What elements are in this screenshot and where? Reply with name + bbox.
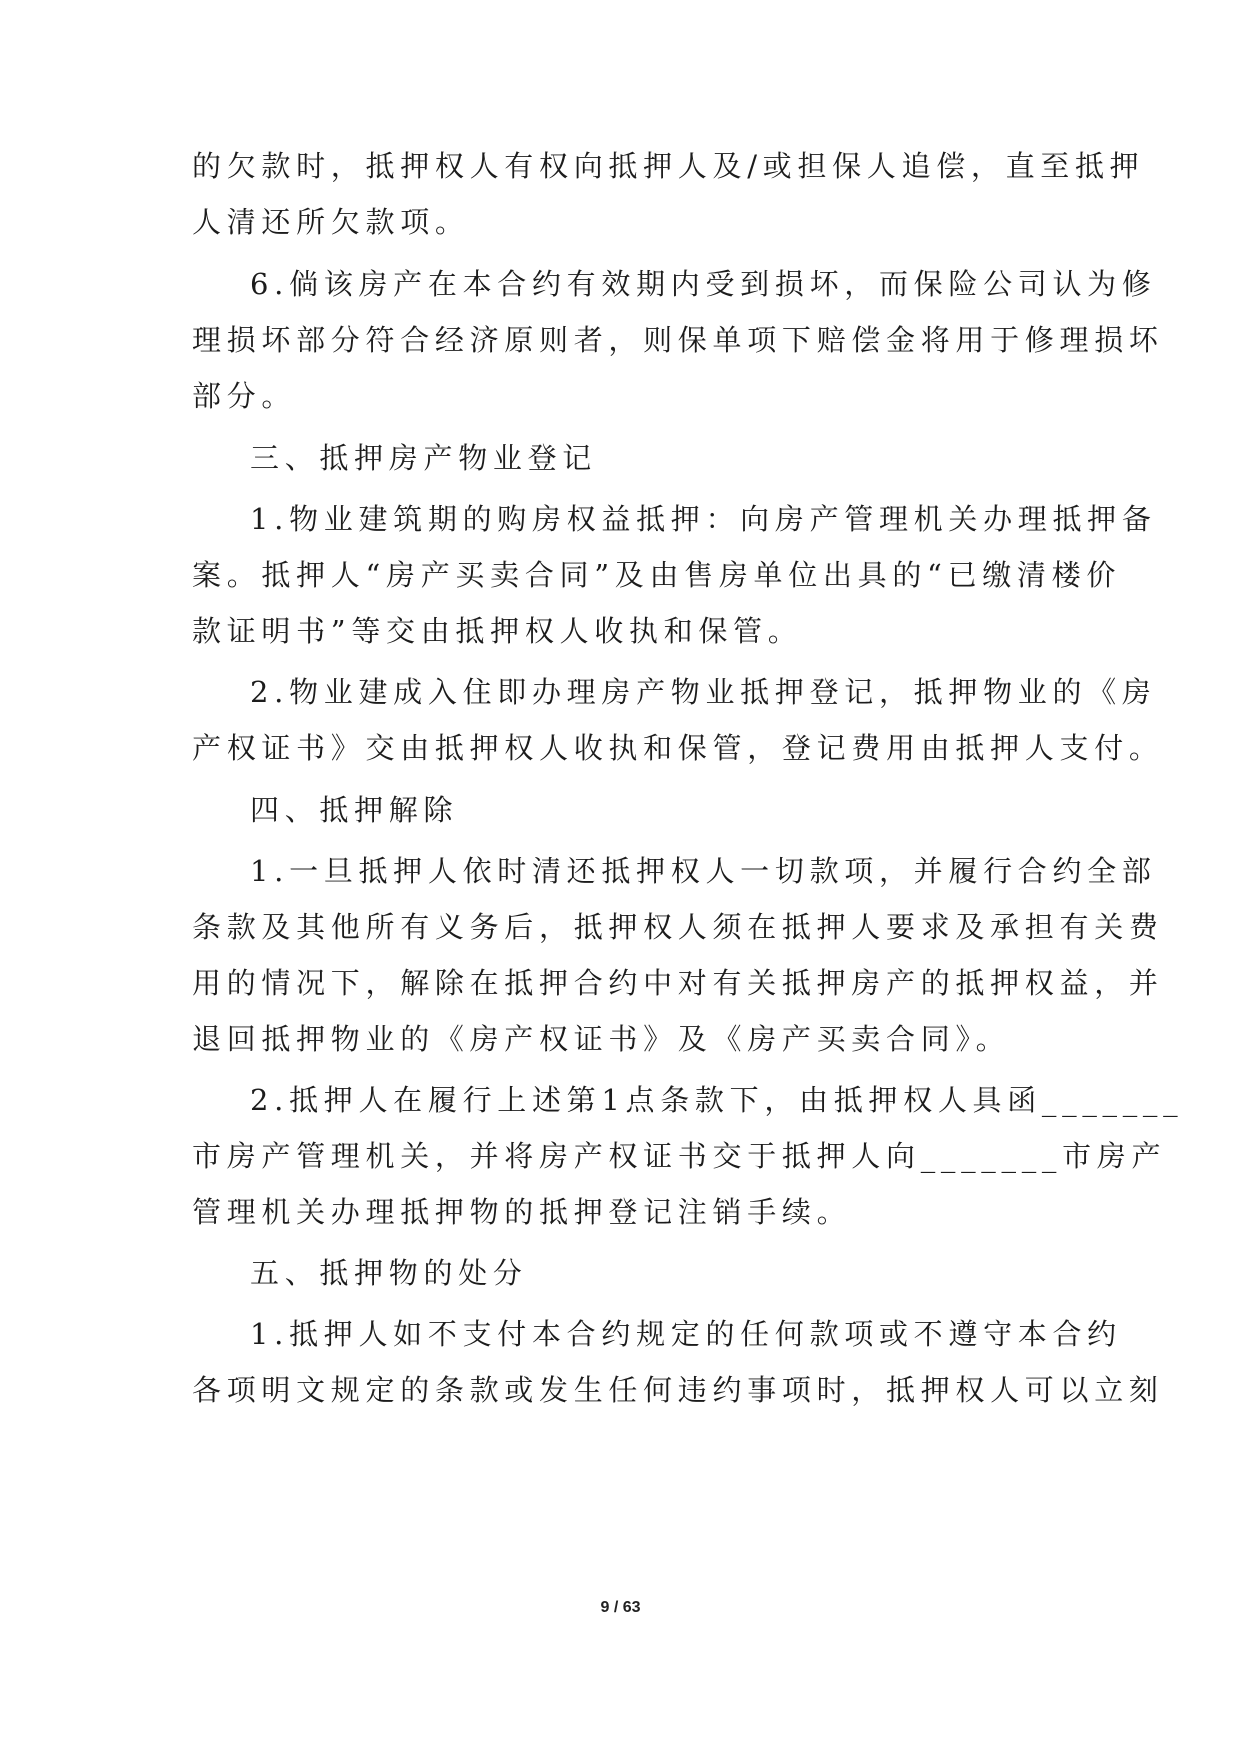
- section-heading: 五、抵押物的处分: [250, 1256, 528, 1290]
- text-line: 市房产管理机关，并将房产权证书交于抵押人向_______市房产: [192, 1139, 1167, 1173]
- text-line: 案。抵押人“房产买卖合同”及由售房单位出具的“已缴清楼价: [192, 558, 1122, 592]
- text-line: 部分。: [192, 379, 297, 413]
- text-line: 的欠款时，抵押权人有权向抵押人及/或担保人追偿，直至抵押: [192, 149, 1145, 183]
- paragraph-line: 1.物业建筑期的购房权益抵押：向房产管理机关办理抵押备: [250, 502, 1157, 536]
- paragraph-line: 6.倘该房产在本合约有效期内受到损坏，而保险公司认为修: [250, 267, 1157, 301]
- paragraph-line: 1.抵押人如不支付本合约规定的任何款项或不遵守本合约: [250, 1317, 1122, 1351]
- paragraph-line: 2.抵押人在履行上述第1点条款下，由抵押权人具函_______: [250, 1083, 1184, 1117]
- page-number: 9 / 63: [600, 1599, 641, 1616]
- paragraph-line: 1.一旦抵押人依时清还抵押权人一切款项，并履行合约全部: [250, 854, 1157, 888]
- text-line: 管理机关办理抵押物的抵押登记注销手续。: [192, 1195, 852, 1229]
- paragraph-line: 2.物业建成入住即办理房产物业抵押登记，抵押物业的《房: [250, 675, 1157, 709]
- text-line: 款证明书”等交由抵押权人收执和保管。: [192, 614, 803, 648]
- text-line: 条款及其他所有义务后，抵押权人须在抵押人要求及承担有关费: [192, 910, 1164, 944]
- text-line: 用的情况下，解除在抵押合约中对有关抵押房产的抵押权益，并: [192, 966, 1164, 1000]
- text-line: 各项明文规定的条款或发生任何违约事项时，抵押权人可以立刻: [192, 1373, 1164, 1407]
- text-line: 产权证书》交由抵押权人收执和保管，登记费用由抵押人支付。: [192, 731, 1164, 765]
- text-line: 理损坏部分符合经济原则者，则保单项下赔偿金将用于修理损坏: [192, 323, 1164, 357]
- section-heading: 四、抵押解除: [250, 793, 459, 827]
- text-line: 退回抵押物业的《房产权证书》及《房产买卖合同》。: [192, 1022, 1011, 1056]
- section-heading: 三、抵押房产物业登记: [250, 441, 598, 475]
- text-line: 人清还所欠款项。: [192, 205, 470, 239]
